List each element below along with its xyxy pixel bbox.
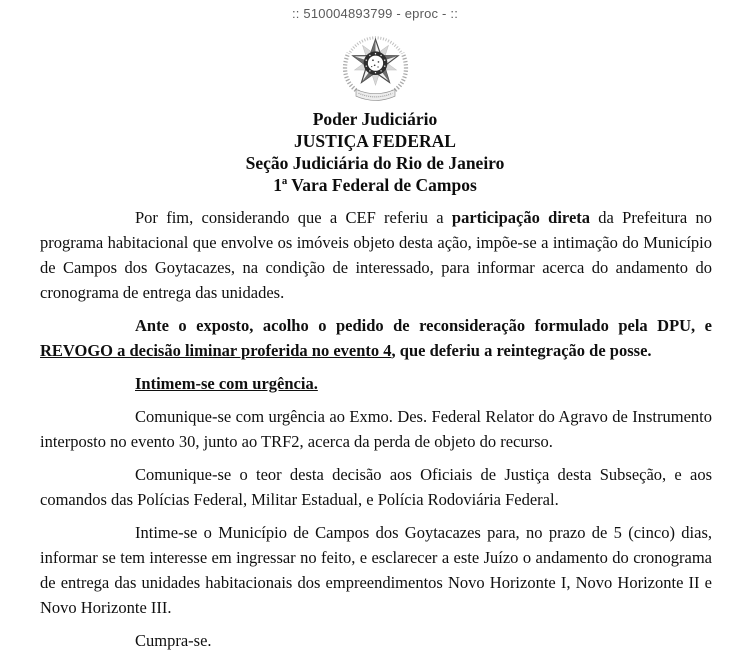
decision-body <box>40 205 712 653</box>
paragraph-cumpra-se: Cumpra-se. <box>135 631 212 650</box>
eproc-process-header: :: 510004893799 - eproc - :: <box>291 6 459 21</box>
p1-bold-participacao-direta: participação direta <box>451 208 591 227</box>
p2-text-end: , que deferiu a reintegração de posse. <box>391 341 652 360</box>
paragraph-comunique-oficiais-policias: Comunique-se o teor desta decisão aos Oficiais de Justiça desta Subseção, e aos comandos das Polícias Federal, Militar Estadual, e Polícia Rodoviária Federal. <box>40 465 712 509</box>
paragraph-intime-municipio-prazo: Intime-se o Município de Campos dos Goytacazes para, no prazo de 5 (cinco) dias, informar se tem interesse em ingressar no feito, e esclarecer a este Juízo o andamento do cronograma de entrega das unidades habitacionais dos empreendimentos Novo Horizonte I, Novo Horizonte II e Novo Horizonte III. <box>40 523 712 617</box>
p1-text-start: Por fim, considerando que a CEF referiu a <box>135 208 452 227</box>
letterhead-branch: Poder Judiciário <box>312 109 438 129</box>
letterhead-court: 1ª Vara Federal de Campos <box>273 175 477 195</box>
p1-text-end: da Prefeitura no programa habitacional que envolve os imóveis objeto desta ação, impõe-se a intimação do Município de Campos dos Goytacazes, na condição de interessado, para informar acerca do andamento do cronograma de entrega das unidades. <box>40 208 712 302</box>
letterhead <box>0 108 750 196</box>
paragraph-comunique-relator-trf2: Comunique-se com urgência ao Exmo. Des. Federal Relator do Agravo de Instrumento interposto no evento 30, junto ao TRF2, acerca da perda de objeto do recurso. <box>40 407 712 451</box>
p3-underlined-text: Intimem-se com urgência. <box>135 374 318 393</box>
letterhead-judicial-section: Seção Judiciária do Rio de Janeiro <box>245 153 505 173</box>
brazil-coat-of-arms-icon <box>333 31 418 103</box>
p2-underlined-revogo: REVOGO a decisão liminar proferida no evento 4 <box>40 341 392 360</box>
paragraph-revogo-liminar <box>40 313 712 363</box>
p2-text-start: Ante o exposto, acolho o pedido de reconsideração formulado pela DPU, e <box>135 316 712 335</box>
paragraph-cef-participation <box>40 205 712 305</box>
letterhead-institution: JUSTIÇA FEDERAL <box>294 131 456 151</box>
paragraph-intimem-se-urgencia <box>40 371 712 396</box>
